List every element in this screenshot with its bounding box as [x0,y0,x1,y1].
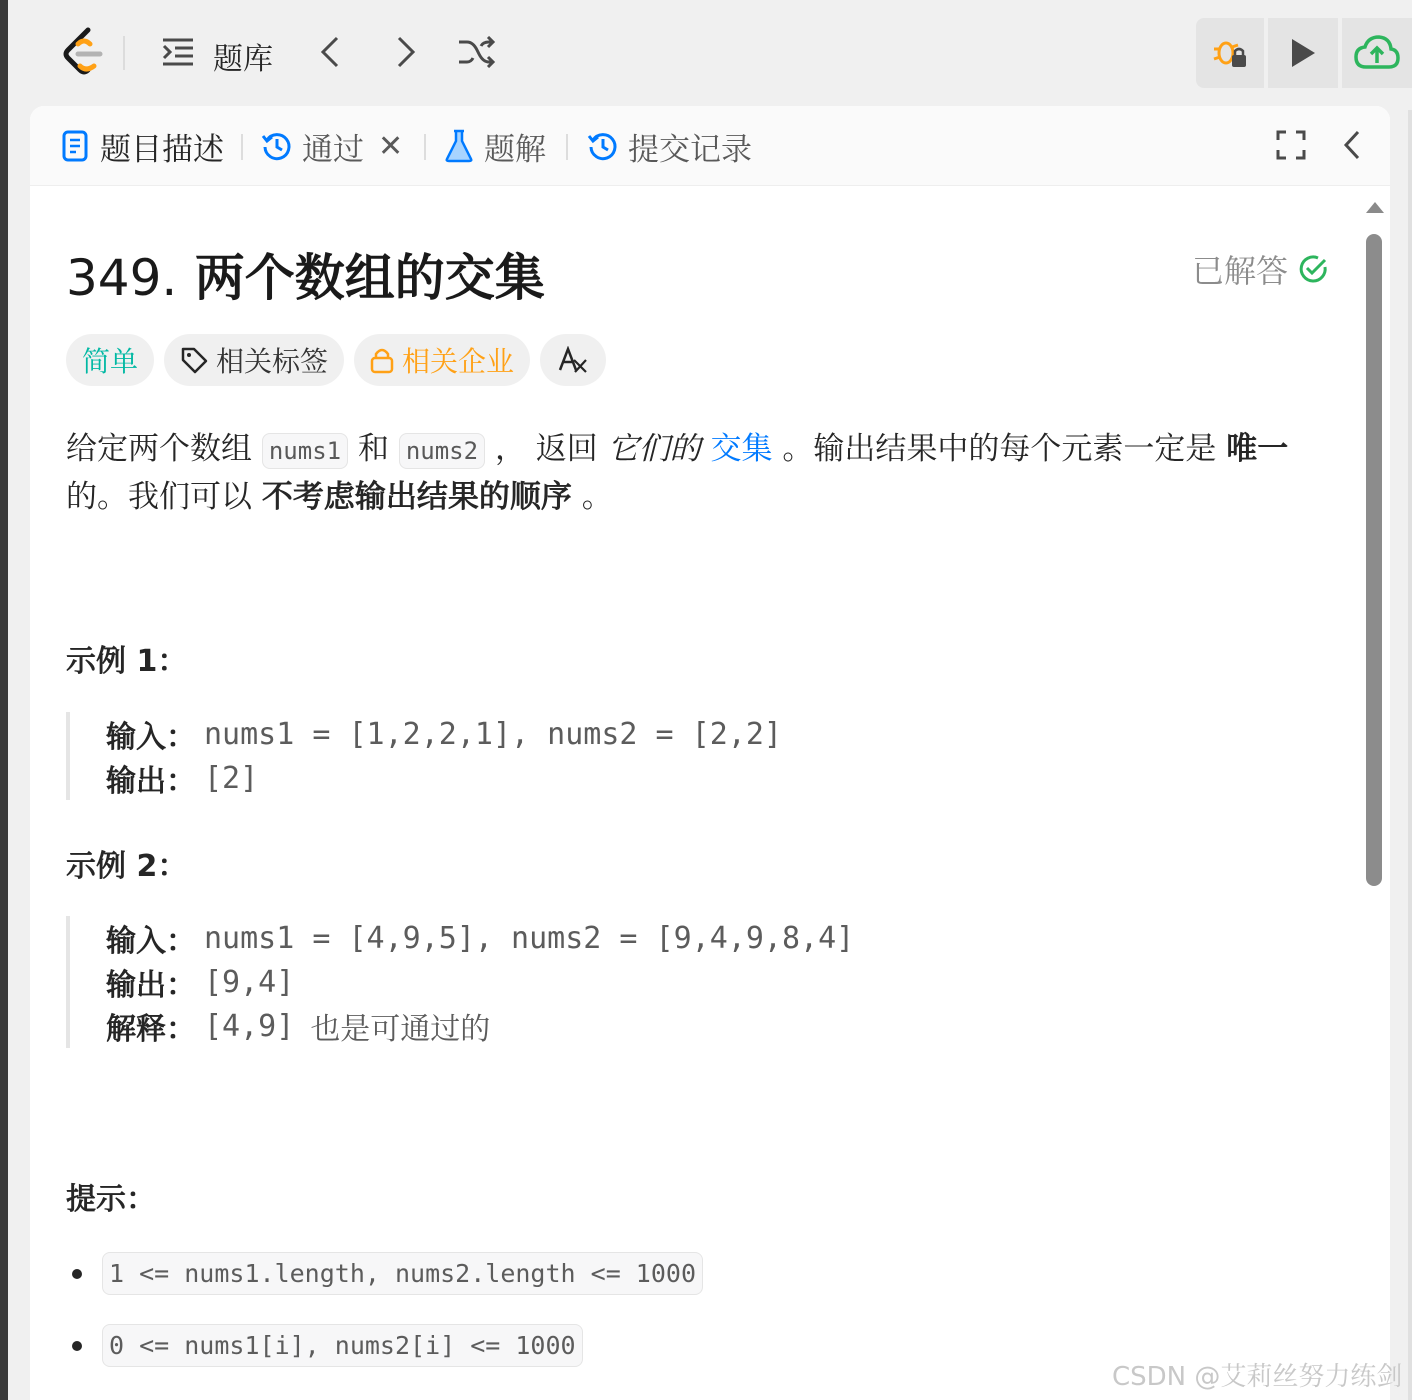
intersection-link[interactable]: 交集 [710,431,773,467]
tab-solutions-label: 题解 [484,131,546,168]
translate-icon [558,346,588,374]
problem-chips [66,334,606,386]
top-navbar [8,0,1412,104]
tab-submissions-label: 提交记录 [628,131,752,168]
run-button[interactable] [1268,18,1338,88]
flask-icon [442,129,476,163]
constraints-heading: 提示： [66,1182,156,1217]
tab-submissions[interactable] [586,126,752,166]
lock-icon [370,346,394,374]
output-value: [9,4] [204,964,295,1000]
tab-bar [30,106,1390,186]
solved-status [1192,246,1328,292]
explanation-code: [4,9] [204,1008,295,1044]
desc-text: 的。我们可以 [66,479,252,515]
scrollbar-thumb[interactable] [1366,234,1382,886]
debug-button[interactable] [1196,18,1264,88]
desc-bold: 不考虑输出结果的顺序 [261,479,572,515]
divider [123,36,125,70]
problem-number: 349. [66,249,178,307]
fullscreen-icon[interactable] [1276,130,1306,164]
adjacent-panel-edge [1408,110,1412,1400]
desc-bold: 唯一 [1226,431,1289,467]
solved-label: 已解答 [1192,252,1289,290]
tab-solutions[interactable] [442,126,546,166]
constraint-code: 0 <= nums1[i], nums2[i] <= 1000 [102,1324,583,1367]
constraint-code: 1 <= nums1.length, nums2.length <= 1000 [102,1252,703,1295]
difficulty-badge [66,334,154,386]
check-circle-icon [1298,254,1328,284]
tab-accepted[interactable] [260,126,403,166]
input-value: nums1 = [4,9,5], nums2 = [9,4,9,8,4] [204,920,855,956]
tab-divider [424,134,426,160]
example-2-heading: 示例 2： [66,849,188,884]
scroll-up-arrow[interactable] [1366,202,1384,213]
inline-code: nums2 [399,433,485,469]
output-label: 输出： [106,968,196,1003]
output-value: [2] [204,760,259,796]
collapse-icon[interactable] [1342,130,1362,164]
desc-text: ， 返回 [494,431,598,467]
example-line [106,960,854,1004]
related-tags-button[interactable] [164,334,344,386]
tab-divider [241,134,243,160]
desc-text: 和 [357,431,389,467]
example-line [106,1004,854,1048]
bullet [72,1269,82,1279]
problem-panel [30,106,1390,1400]
example-line [106,756,782,800]
tag-icon [180,346,208,374]
tab-accepted-label: 通过 [302,131,364,168]
chevron-left-icon[interactable] [308,30,352,74]
desc-text: 。 [581,479,613,515]
related-companies-button[interactable] [354,334,530,386]
history-icon [586,129,620,163]
translate-button[interactable] [540,334,606,386]
window-edge [0,0,8,1400]
debug-icon [1212,35,1248,71]
problem-title [66,238,545,310]
example-line [106,916,854,960]
bullet [72,1341,82,1351]
inline-code: nums1 [262,433,348,469]
problemset-label[interactable]: 题库 [213,42,273,77]
tab-description-label: 题目描述 [100,131,224,168]
example-2-block [66,916,854,1048]
desc-text: 。输出结果中的每个元素一定是 [782,431,1217,467]
constraint-item [66,1324,583,1367]
output-label: 输出： [106,764,196,799]
shuffle-icon[interactable] [454,30,498,74]
close-icon[interactable]: ✕ [378,128,404,164]
tab-divider [566,134,568,160]
explanation-label: 解释： [106,1012,196,1047]
related-companies-label: 相关企业 [402,345,515,378]
constraint-item [66,1252,703,1295]
cloud-upload-icon [1354,35,1400,71]
difficulty-label: 简单 [82,345,139,378]
example-line [106,712,782,756]
list-icon[interactable] [156,30,200,74]
input-value: nums1 = [1,2,2,1], nums2 = [2,2] [204,716,782,752]
watermark: CSDN @艾莉丝努力练剑 [1112,1362,1403,1392]
example-1-block [66,712,782,800]
submit-button[interactable] [1342,18,1412,88]
explanation-text: 也是可通过的 [310,1012,491,1047]
document-icon [58,129,92,163]
history-icon [260,129,294,163]
desc-text: 给定两个数组 [66,431,252,467]
tab-description[interactable] [58,126,224,166]
example-1-heading: 示例 1： [66,644,188,679]
input-label: 输入： [106,720,196,755]
problem-description [66,426,1306,520]
leetcode-logo[interactable] [60,26,104,78]
play-icon [1289,37,1317,69]
problem-name: 两个数组的交集 [194,249,545,307]
chevron-right-icon[interactable] [384,30,428,74]
related-tags-label: 相关标签 [216,345,329,378]
desc-italic: 它们的 [607,431,701,467]
input-label: 输入： [106,924,196,959]
